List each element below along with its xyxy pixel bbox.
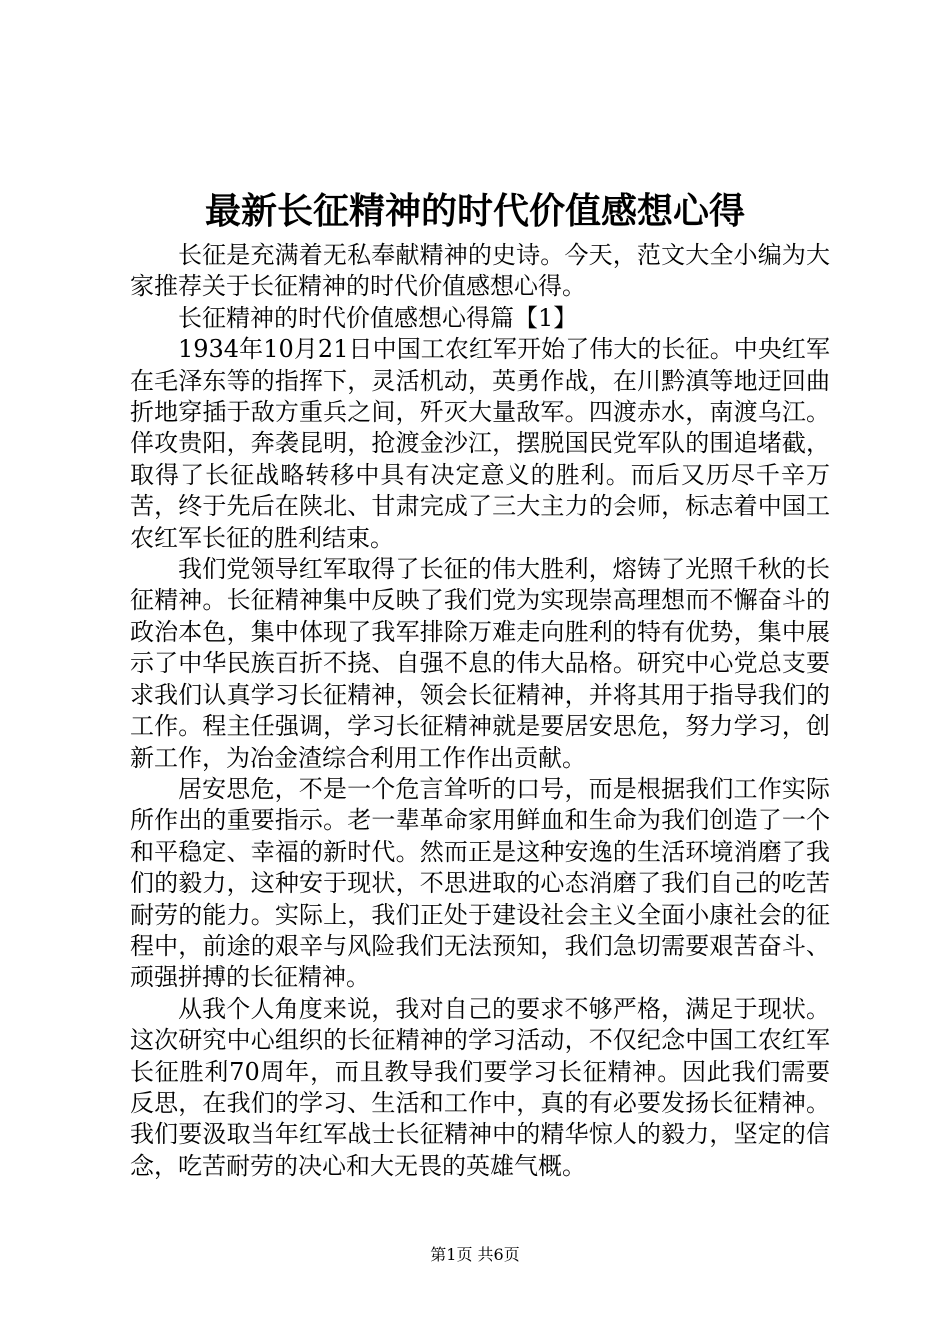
page-number-footer: 第1页 共6页 [430, 1245, 520, 1264]
intro-paragraph: 长征是充满着无私奉献精神的史诗。今天，范文大全小编为大家推荐关于长征精神的时代价值感想心得。 [130, 241, 830, 301]
document-body [130, 240, 830, 1182]
section-heading: 长征精神的时代价值感想心得篇【1】 [178, 303, 578, 332]
body-paragraph: 1934年10月21日中国工农红军开始了伟大的长征。中央红军在毛泽东等的指挥下，灵活机动，英勇作战，在川黔滇等地迂回曲折地穿插于敌方重兵之间，歼灭大量敌军。四渡赤水，南渡乌江。佯攻贵阳，奔袭昆明，抢渡金沙江，摆脱国民党军队的围追堵截，取得了长征战略转移中具有决定意义的胜利。而后又历尽千辛万苦，终于先后在陕北、甘肃完成了三大主力的会师，标志着中国工农红军长征的胜利结束。 [130, 335, 830, 552]
body-paragraph: 从我个人角度来说，我对自己的要求不够严格，满足于现状。这次研究中心组织的长征精神的学习活动，不仅纪念中国工农红军长征胜利70周年，而且教导我们要学习长征精神。因此我们需要反思，在我们的学习、生活和工作中，真的有必要发扬长征精神。我们要汲取当年红军战士长征精神中的精华惊人的毅力，坚定的信念，吃苦耐劳的决心和大无畏的英雄气概。 [130, 994, 830, 1180]
body-paragraph: 我们党领导红军取得了长征的伟大胜利，熔铸了光照千秋的长征精神。长征精神集中反映了我们党为实现崇高理想而不懈奋斗的政治本色，集中体现了我军排除万难走向胜利的特有优势，集中展示了中华民族百折不挠、自强不息的伟大品格。研究中心党总支要求我们认真学习长征精神，领会长征精神，并将其用于指导我们的工作。程主任强调，学习长征精神就是要居安思危，努力学习，创新工作，为冶金渣综合利用工作作出贡献。 [130, 555, 830, 772]
body-paragraph: 居安思危，不是一个危言耸听的口号，而是根据我们工作实际所作出的重要指示。老一辈革命家用鲜血和生命为我们创造了一个和平稳定、幸福的新时代。然而正是这种安逸的生活环境消磨了我们的毅力，这种安于现状，不思进取的心态消磨了我们自己的吃苦耐劳的能力。实际上，我们正处于建设社会主义全面小康社会的征程中，前途的艰辛与风险我们无法预知，我们急切需要艰苦奋斗、顽强拼搏的长征精神。 [130, 774, 830, 992]
page-title: 最新长征精神的时代价值感想心得 [204, 190, 745, 232]
